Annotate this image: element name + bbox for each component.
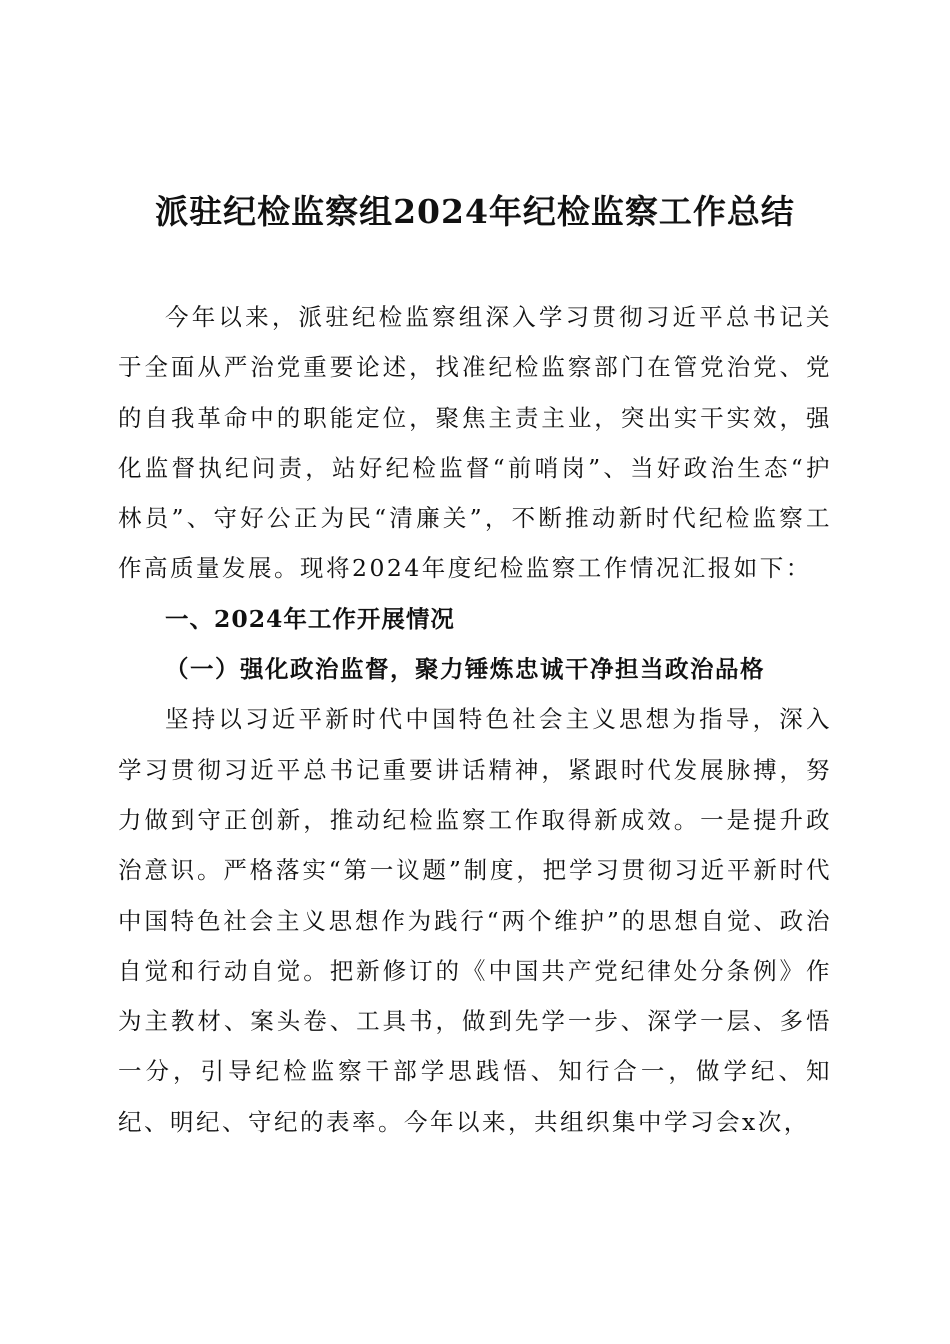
- document-body: [118, 292, 832, 1147]
- subsection-heading: （一）强化政治监督，聚力锤炼忠诚干净担当政治品格: [165, 655, 765, 684]
- section-heading: 一、2024年工作开展情况: [165, 604, 455, 633]
- document-title: 派驻纪检监察组2024年纪检监察工作总结: [155, 192, 795, 231]
- subsection-paragraph: 坚持以习近平新时代中国特色社会主义思想为指导，深入学习贯彻习近平总书记重要讲话精神，紧跟时代发展脉搏，努力做到守正创新，推动纪检监察工作取得新成效。一是提升政治意识。严格落实“第一议题”制度，把学习贯彻习近平新时代中国特色社会主义思想作为践行“两个维护”的思想自觉、政治自觉和行动自觉。把新修订的《中国共产党纪律处分条例》作为主教材、案头卷、工具书，做到先学一步、深学一层、多悟一分，引导纪检监察干部学思践悟、知行合一，做学纪、知纪、明纪、守纪的表率。今年以来，共组织集中学习会x次，: [118, 705, 832, 1136]
- intro-paragraph: 今年以来，派驻纪检监察组深入学习贯彻习近平总书记关于全面从严治党重要论述，找准纪检监察部门在管党治党、党的自我革命中的职能定位，聚焦主责主业，突出实干实效，强化监督执纪问责，站好纪检监督“前哨岗”、当好政治生态“护林员”、守好公正为民“清廉关”，不断推动新时代纪检监察工作高质量发展。现将2024年度纪检监察工作情况汇报如下：: [118, 303, 832, 583]
